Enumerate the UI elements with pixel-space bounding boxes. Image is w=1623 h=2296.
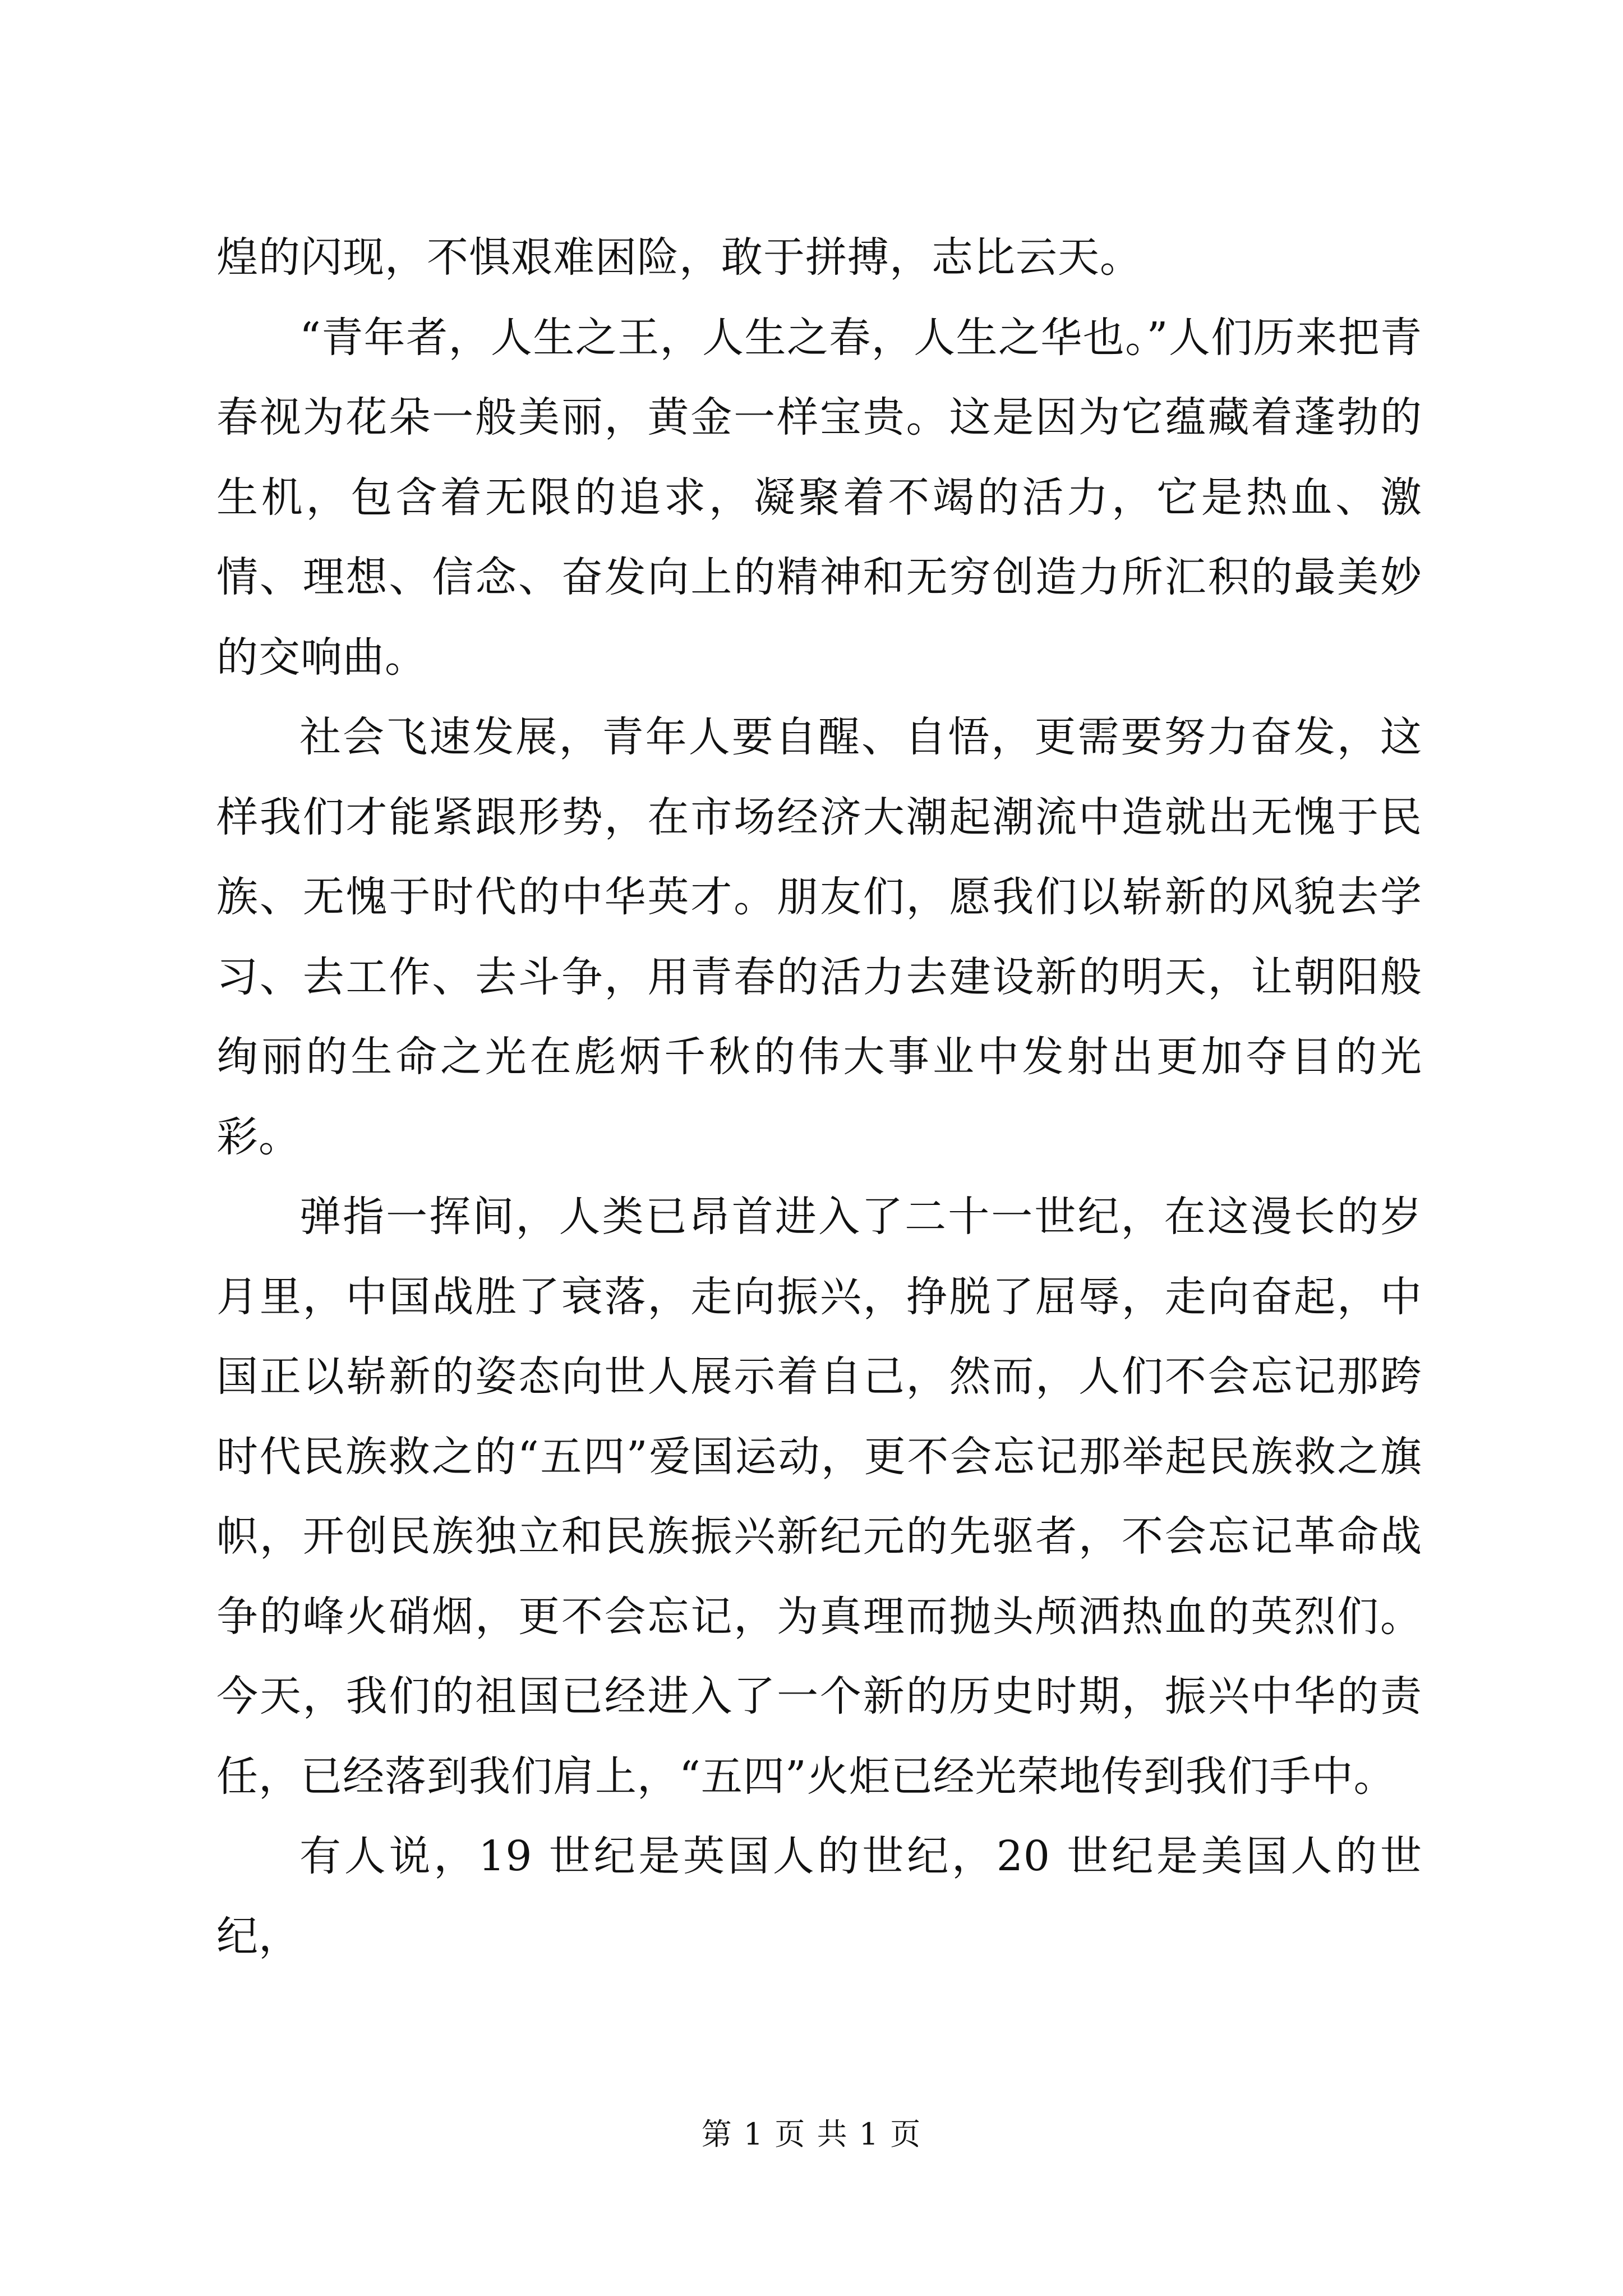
paragraph: “青年者，人生之王，人生之春，人生之华也。”人们历来把青春视为花朵一般美丽，黄金一样宝贵。这是因为它蕴藏着蓬勃的生机，包含着无限的追求，凝聚着不竭的活力，它是热血、激情、理想、信念、奋发向上的精神和无穷创造力所汇积的最美妙的交响曲。 bbox=[216, 313, 1422, 682]
page-footer: 第 1 页 共 1 页 bbox=[701, 2116, 922, 2152]
paragraph: 社会飞速发展，青年人要自醒、自悟，更需要努力奋发，这样我们才能紧跟形势，在市场经济大潮起潮流中造就出无愧于民族、无愧于时代的中华英才。朋友们，愿我们以崭新的风貌去学习、去工作、去斗争，用青春的活力去建设新的明天，让朝阳般绚丽的生命之光在彪炳千秋的伟大事业中发射出更加夺目的光彩。 bbox=[216, 713, 1422, 1161]
paragraph: 弹指一挥间，人类已昂首进入了二十一世纪，在这漫长的岁月里，中国战胜了衰落，走向振兴，挣脱了屈辱，走向奋起，中国正以崭新的姿态向世人展示着自己，然而，人们不会忘记那跨时代民族救之的“五四”爱国运动，更不会忘记那举起民族救之旗帜，开创民族独立和民族振兴新纪元的先驱者，不会忘记革命战争的峰火硝烟，更不会忘记，为真理而抛头颅洒热血的英烈们。今天，我们的祖国已经进入了一个新的历史时期，振兴中华的责任，已经落到我们肩上，“五四”火炬已经光荣地传到我们手中。 bbox=[216, 1193, 1422, 1801]
paragraph: 有人说，19 世纪是英国人的世纪，20 世纪是美国人的世纪， bbox=[216, 1832, 1422, 1961]
paragraph-continuation: 煌的闪现，不惧艰难困险，敢于拼搏，志比云天。 bbox=[216, 233, 1142, 282]
document-body bbox=[216, 218, 1422, 1976]
